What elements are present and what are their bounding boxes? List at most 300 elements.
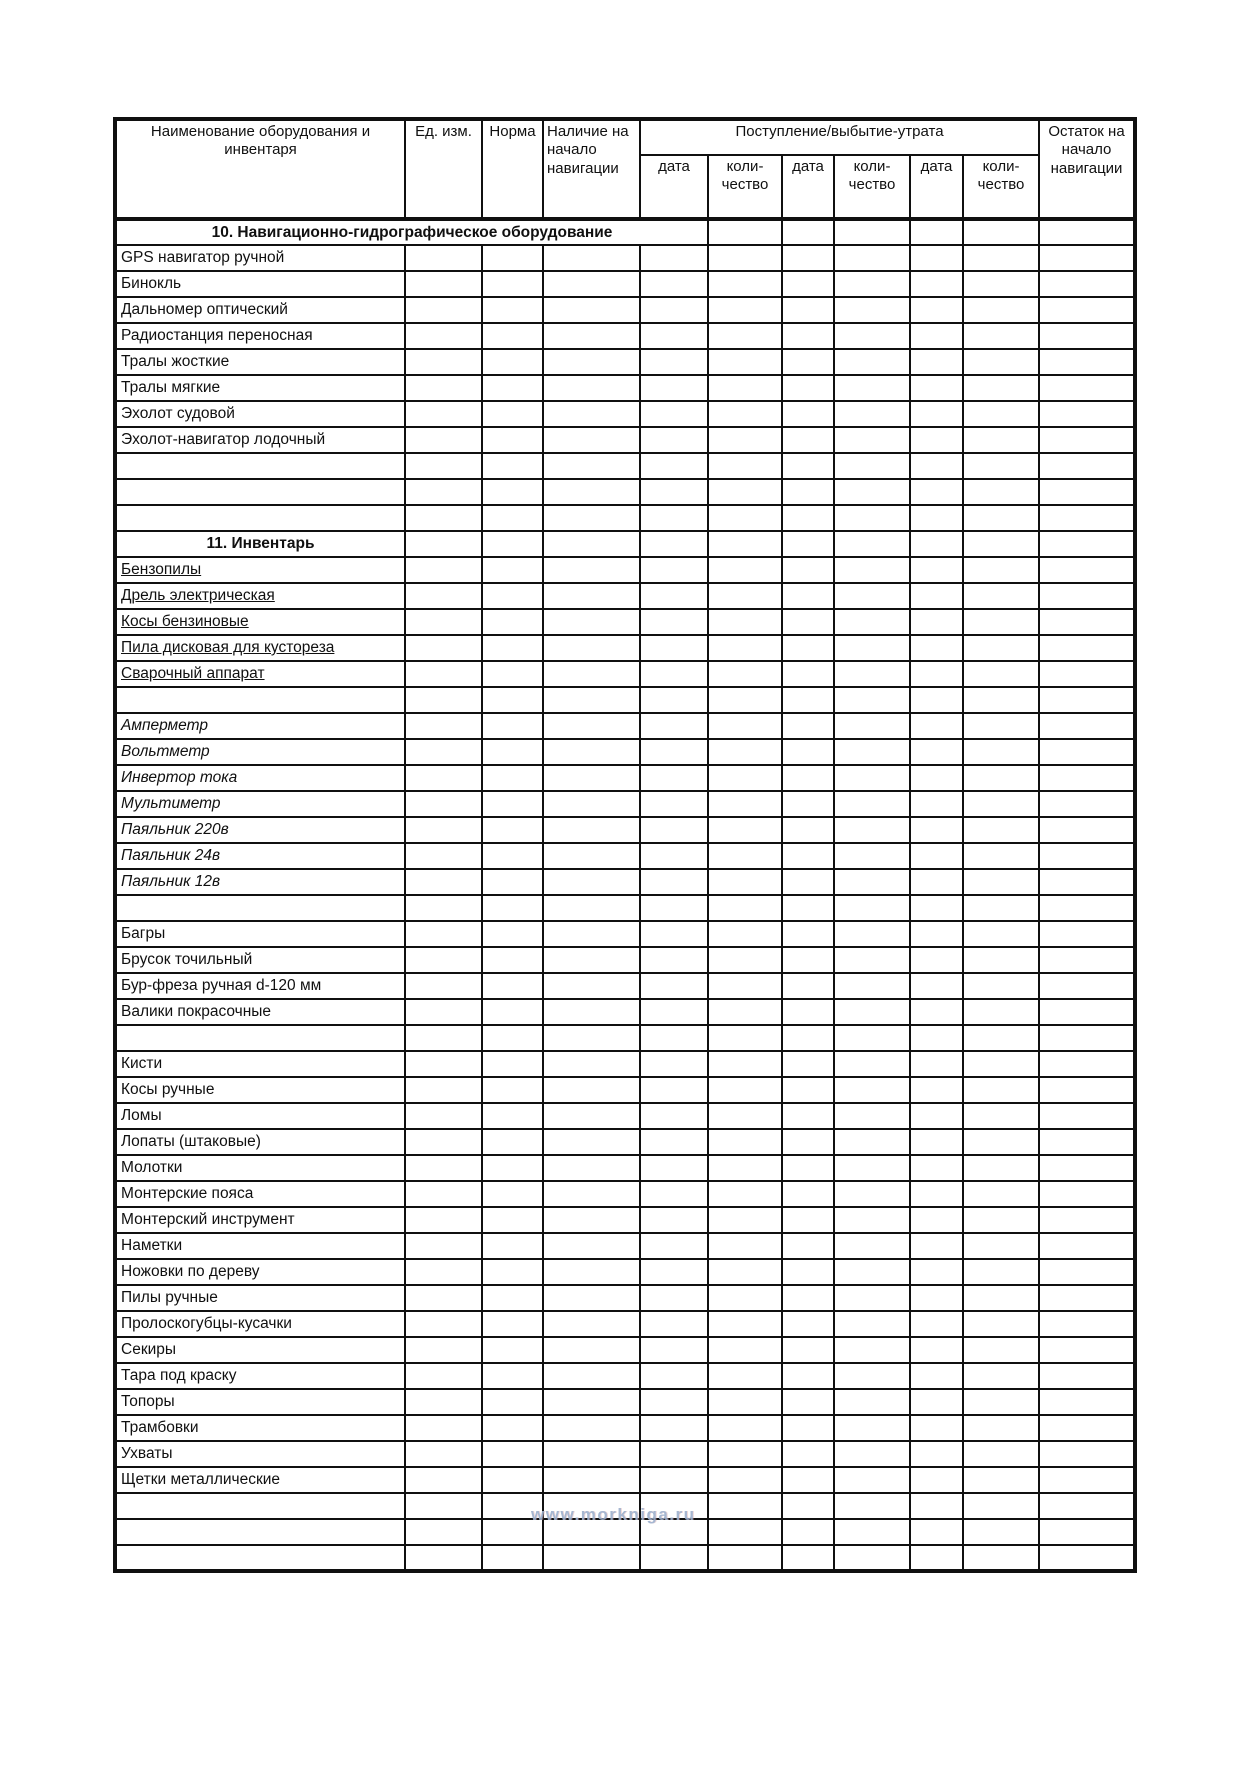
value-cell xyxy=(405,1389,482,1415)
value-cell xyxy=(963,1389,1039,1415)
table-row xyxy=(115,453,1135,479)
item-name-cell: Щетки металлические xyxy=(115,1467,405,1493)
value-cell xyxy=(1039,1181,1135,1207)
value-cell xyxy=(482,427,543,453)
value-cell xyxy=(834,1259,910,1285)
value-cell xyxy=(640,765,708,791)
value-cell xyxy=(782,895,834,921)
value-cell xyxy=(834,843,910,869)
value-cell xyxy=(482,713,543,739)
value-cell xyxy=(482,791,543,817)
item-name-cell: Пилы ручные xyxy=(115,1285,405,1311)
value-cell xyxy=(708,1311,782,1337)
value-cell xyxy=(963,791,1039,817)
value-cell xyxy=(405,1311,482,1337)
value-cell xyxy=(708,1467,782,1493)
value-cell xyxy=(1039,921,1135,947)
table-row xyxy=(115,765,1135,791)
value-cell xyxy=(708,349,782,375)
value-cell xyxy=(910,843,963,869)
value-cell xyxy=(405,375,482,401)
value-cell xyxy=(708,1181,782,1207)
value-cell xyxy=(482,1311,543,1337)
item-name-cell: Инвертор тока xyxy=(115,765,405,791)
item-name-cell xyxy=(115,453,405,479)
item-name-cell: Ломы xyxy=(115,1103,405,1129)
item-name-cell: Багры xyxy=(115,921,405,947)
value-cell xyxy=(963,531,1039,557)
value-cell xyxy=(963,1077,1039,1103)
value-cell xyxy=(640,349,708,375)
value-cell xyxy=(910,505,963,531)
value-cell xyxy=(1039,1441,1135,1467)
value-cell xyxy=(405,1181,482,1207)
value-cell xyxy=(834,1233,910,1259)
value-cell xyxy=(963,1103,1039,1129)
table-row xyxy=(115,1415,1135,1441)
value-cell xyxy=(543,375,640,401)
value-cell xyxy=(1039,661,1135,687)
value-cell xyxy=(543,1181,640,1207)
value-cell xyxy=(708,427,782,453)
value-cell xyxy=(1039,1363,1135,1389)
value-cell xyxy=(708,1337,782,1363)
value-cell xyxy=(543,557,640,583)
value-cell xyxy=(482,973,543,999)
value-cell xyxy=(482,1129,543,1155)
table-row xyxy=(115,1077,1135,1103)
value-cell xyxy=(963,479,1039,505)
value-cell xyxy=(782,1285,834,1311)
value-cell xyxy=(543,739,640,765)
value-cell xyxy=(910,245,963,271)
value-cell xyxy=(708,973,782,999)
value-cell xyxy=(708,531,782,557)
table-row xyxy=(115,505,1135,531)
value-cell xyxy=(405,765,482,791)
item-name-cell xyxy=(115,1519,405,1545)
item-name-cell: Паяльник 12в xyxy=(115,869,405,895)
value-cell xyxy=(910,1285,963,1311)
value-cell xyxy=(782,1415,834,1441)
value-cell xyxy=(1039,687,1135,713)
value-cell xyxy=(405,557,482,583)
item-name-cell: Монтерские пояса xyxy=(115,1181,405,1207)
value-cell xyxy=(708,1415,782,1441)
table-row xyxy=(115,661,1135,687)
value-cell xyxy=(1039,1337,1135,1363)
value-cell xyxy=(405,453,482,479)
value-cell xyxy=(543,1233,640,1259)
column-header-remainder: Остаток на начало навигации xyxy=(1039,119,1135,219)
value-cell xyxy=(963,1155,1039,1181)
value-cell xyxy=(405,479,482,505)
value-cell xyxy=(1039,349,1135,375)
value-cell xyxy=(782,427,834,453)
value-cell xyxy=(708,869,782,895)
value-cell xyxy=(834,1285,910,1311)
header-row-top xyxy=(115,119,1135,155)
value-cell xyxy=(834,375,910,401)
value-cell xyxy=(782,999,834,1025)
value-cell xyxy=(482,1155,543,1181)
value-cell xyxy=(482,661,543,687)
value-cell xyxy=(910,375,963,401)
value-cell xyxy=(834,609,910,635)
value-cell xyxy=(640,1467,708,1493)
table-row xyxy=(115,973,1135,999)
value-cell xyxy=(640,1415,708,1441)
value-cell xyxy=(963,323,1039,349)
value-cell xyxy=(640,1051,708,1077)
value-cell xyxy=(405,687,482,713)
value-cell xyxy=(708,1363,782,1389)
value-cell xyxy=(708,1493,782,1519)
value-cell xyxy=(708,999,782,1025)
value-cell xyxy=(482,739,543,765)
value-cell xyxy=(910,869,963,895)
item-name-cell: Амперметр xyxy=(115,713,405,739)
value-cell xyxy=(963,1363,1039,1389)
value-cell xyxy=(782,869,834,895)
table-row xyxy=(115,791,1135,817)
value-cell xyxy=(834,921,910,947)
value-cell xyxy=(708,661,782,687)
value-cell xyxy=(482,947,543,973)
value-cell xyxy=(910,401,963,427)
table-row xyxy=(115,583,1135,609)
value-cell xyxy=(543,1467,640,1493)
value-cell xyxy=(640,479,708,505)
value-cell xyxy=(640,1025,708,1051)
value-cell xyxy=(708,1441,782,1467)
value-cell xyxy=(482,1051,543,1077)
value-cell xyxy=(482,1363,543,1389)
value-cell xyxy=(834,1545,910,1571)
value-cell xyxy=(910,349,963,375)
value-cell xyxy=(910,739,963,765)
value-cell xyxy=(708,1285,782,1311)
value-cell xyxy=(708,1207,782,1233)
value-cell xyxy=(834,323,910,349)
value-cell xyxy=(782,765,834,791)
value-cell xyxy=(910,1051,963,1077)
item-name-cell: Бинокль xyxy=(115,271,405,297)
value-cell xyxy=(482,1025,543,1051)
value-cell xyxy=(1039,1545,1135,1571)
value-cell xyxy=(482,1415,543,1441)
value-cell xyxy=(1039,895,1135,921)
item-name-cell: Тралы жосткие xyxy=(115,349,405,375)
value-cell xyxy=(1039,531,1135,557)
value-cell xyxy=(910,895,963,921)
value-cell xyxy=(708,557,782,583)
value-cell xyxy=(1039,999,1135,1025)
value-cell xyxy=(910,661,963,687)
value-cell xyxy=(963,453,1039,479)
value-cell xyxy=(834,1155,910,1181)
value-cell xyxy=(782,1207,834,1233)
value-cell xyxy=(834,297,910,323)
value-cell xyxy=(543,609,640,635)
value-cell xyxy=(405,1285,482,1311)
table-row xyxy=(115,1233,1135,1259)
value-cell xyxy=(1039,557,1135,583)
value-cell xyxy=(834,895,910,921)
value-cell xyxy=(782,713,834,739)
value-cell xyxy=(708,765,782,791)
item-name-cell: Бензопилы xyxy=(115,557,405,583)
value-cell xyxy=(543,479,640,505)
value-cell xyxy=(640,531,708,557)
value-cell xyxy=(543,713,640,739)
value-cell xyxy=(910,1103,963,1129)
value-cell xyxy=(482,1285,543,1311)
value-cell xyxy=(963,401,1039,427)
value-cell xyxy=(640,1363,708,1389)
value-cell xyxy=(1039,1285,1135,1311)
value-cell xyxy=(782,219,834,245)
value-cell xyxy=(543,1207,640,1233)
value-cell xyxy=(708,791,782,817)
value-cell xyxy=(834,427,910,453)
value-cell xyxy=(910,557,963,583)
table-row xyxy=(115,557,1135,583)
value-cell xyxy=(782,739,834,765)
table-row xyxy=(115,1337,1135,1363)
value-cell xyxy=(708,817,782,843)
value-cell xyxy=(640,609,708,635)
value-cell xyxy=(1039,1389,1135,1415)
value-cell xyxy=(482,817,543,843)
value-cell xyxy=(910,583,963,609)
value-cell xyxy=(405,1077,482,1103)
table-row xyxy=(115,1285,1135,1311)
value-cell xyxy=(708,635,782,661)
value-cell xyxy=(834,1493,910,1519)
value-cell xyxy=(910,1259,963,1285)
value-cell xyxy=(543,583,640,609)
value-cell xyxy=(910,1181,963,1207)
value-cell xyxy=(640,1233,708,1259)
table-row xyxy=(115,479,1135,505)
item-name-cell xyxy=(115,505,405,531)
item-name-cell xyxy=(115,1493,405,1519)
value-cell xyxy=(1039,245,1135,271)
value-cell xyxy=(782,1493,834,1519)
value-cell xyxy=(543,1025,640,1051)
table-row xyxy=(115,921,1135,947)
value-cell xyxy=(834,661,910,687)
value-cell xyxy=(1039,947,1135,973)
value-cell xyxy=(482,1545,543,1571)
value-cell xyxy=(708,323,782,349)
value-cell xyxy=(1039,1311,1135,1337)
value-cell xyxy=(910,1311,963,1337)
value-cell xyxy=(834,1207,910,1233)
value-cell xyxy=(910,1545,963,1571)
value-cell xyxy=(708,921,782,947)
value-cell xyxy=(782,245,834,271)
value-cell xyxy=(405,401,482,427)
value-cell xyxy=(910,1233,963,1259)
value-cell xyxy=(834,1441,910,1467)
value-cell xyxy=(834,1389,910,1415)
value-cell xyxy=(834,1415,910,1441)
value-cell xyxy=(963,1545,1039,1571)
value-cell xyxy=(782,1129,834,1155)
value-cell xyxy=(640,921,708,947)
value-cell xyxy=(910,713,963,739)
value-cell xyxy=(834,505,910,531)
value-cell xyxy=(782,1025,834,1051)
value-cell xyxy=(782,583,834,609)
item-name-cell: Валики покрасочные xyxy=(115,999,405,1025)
value-cell xyxy=(405,895,482,921)
value-cell xyxy=(963,1259,1039,1285)
item-name-cell: Вольтметр xyxy=(115,739,405,765)
value-cell xyxy=(1039,713,1135,739)
value-cell xyxy=(482,895,543,921)
table-row xyxy=(115,271,1135,297)
table-row xyxy=(115,1441,1135,1467)
value-cell xyxy=(963,1207,1039,1233)
value-cell xyxy=(708,1519,782,1545)
value-cell xyxy=(910,297,963,323)
value-cell xyxy=(963,921,1039,947)
value-cell xyxy=(910,479,963,505)
value-cell xyxy=(543,1415,640,1441)
value-cell xyxy=(405,843,482,869)
value-cell xyxy=(640,635,708,661)
value-cell xyxy=(1039,1415,1135,1441)
value-cell xyxy=(963,765,1039,791)
table-row xyxy=(115,999,1135,1025)
value-cell xyxy=(482,531,543,557)
value-cell xyxy=(782,1467,834,1493)
value-cell xyxy=(640,1155,708,1181)
value-cell xyxy=(708,375,782,401)
value-cell xyxy=(640,947,708,973)
value-cell xyxy=(834,479,910,505)
table-row xyxy=(115,817,1135,843)
value-cell xyxy=(963,843,1039,869)
value-cell xyxy=(834,1337,910,1363)
column-header-availability: Наличие на начало навигации xyxy=(543,119,640,219)
value-cell xyxy=(1039,1233,1135,1259)
value-cell xyxy=(910,1025,963,1051)
section-header-cell: 10. Навигационно-гидрографическое оборудование xyxy=(115,219,708,245)
value-cell xyxy=(482,1181,543,1207)
value-cell xyxy=(482,1207,543,1233)
value-cell xyxy=(405,817,482,843)
value-cell xyxy=(834,1077,910,1103)
value-cell xyxy=(543,687,640,713)
value-cell xyxy=(910,817,963,843)
table-row xyxy=(115,739,1135,765)
value-cell xyxy=(782,271,834,297)
value-cell xyxy=(405,583,482,609)
column-header-date-1: дата xyxy=(640,155,708,219)
value-cell xyxy=(482,869,543,895)
value-cell xyxy=(963,1181,1039,1207)
value-cell xyxy=(405,323,482,349)
table-row xyxy=(115,245,1135,271)
value-cell xyxy=(782,843,834,869)
table-row xyxy=(115,1207,1135,1233)
value-cell xyxy=(834,453,910,479)
item-name-cell xyxy=(115,687,405,713)
value-cell xyxy=(782,1337,834,1363)
value-cell xyxy=(963,1051,1039,1077)
value-cell xyxy=(543,1259,640,1285)
value-cell xyxy=(640,271,708,297)
value-cell xyxy=(963,375,1039,401)
value-cell xyxy=(405,791,482,817)
value-cell xyxy=(782,1181,834,1207)
value-cell xyxy=(910,609,963,635)
value-cell xyxy=(543,999,640,1025)
value-cell xyxy=(1039,1207,1135,1233)
value-cell xyxy=(405,1363,482,1389)
value-cell xyxy=(1039,817,1135,843)
value-cell xyxy=(834,713,910,739)
value-cell xyxy=(708,453,782,479)
table-row xyxy=(115,1051,1135,1077)
value-cell xyxy=(405,1493,482,1519)
value-cell xyxy=(782,1389,834,1415)
table-row xyxy=(115,687,1135,713)
item-name-cell: Наметки xyxy=(115,1233,405,1259)
value-cell xyxy=(640,1103,708,1129)
value-cell xyxy=(963,609,1039,635)
value-cell xyxy=(640,791,708,817)
value-cell xyxy=(782,1077,834,1103)
value-cell xyxy=(543,531,640,557)
item-name-cell: Топоры xyxy=(115,1389,405,1415)
value-cell xyxy=(1039,635,1135,661)
value-cell xyxy=(405,245,482,271)
value-cell xyxy=(482,1233,543,1259)
value-cell xyxy=(543,1363,640,1389)
value-cell xyxy=(963,1337,1039,1363)
value-cell xyxy=(708,1389,782,1415)
value-cell xyxy=(482,1077,543,1103)
table-row xyxy=(115,1025,1135,1051)
value-cell xyxy=(910,1363,963,1389)
column-header-quantity-3: коли-чество xyxy=(963,155,1039,219)
value-cell xyxy=(708,1051,782,1077)
value-cell xyxy=(963,739,1039,765)
item-name-cell: Эхолот-навигатор лодочный xyxy=(115,427,405,453)
value-cell xyxy=(640,505,708,531)
value-cell xyxy=(834,1363,910,1389)
value-cell xyxy=(708,713,782,739)
value-cell xyxy=(543,869,640,895)
value-cell xyxy=(640,1207,708,1233)
value-cell xyxy=(963,999,1039,1025)
value-cell xyxy=(782,1155,834,1181)
value-cell xyxy=(543,1155,640,1181)
value-cell xyxy=(782,791,834,817)
value-cell xyxy=(834,635,910,661)
value-cell xyxy=(910,635,963,661)
value-cell xyxy=(405,349,482,375)
value-cell xyxy=(834,817,910,843)
value-cell xyxy=(963,1025,1039,1051)
value-cell xyxy=(963,1311,1039,1337)
value-cell xyxy=(1039,791,1135,817)
